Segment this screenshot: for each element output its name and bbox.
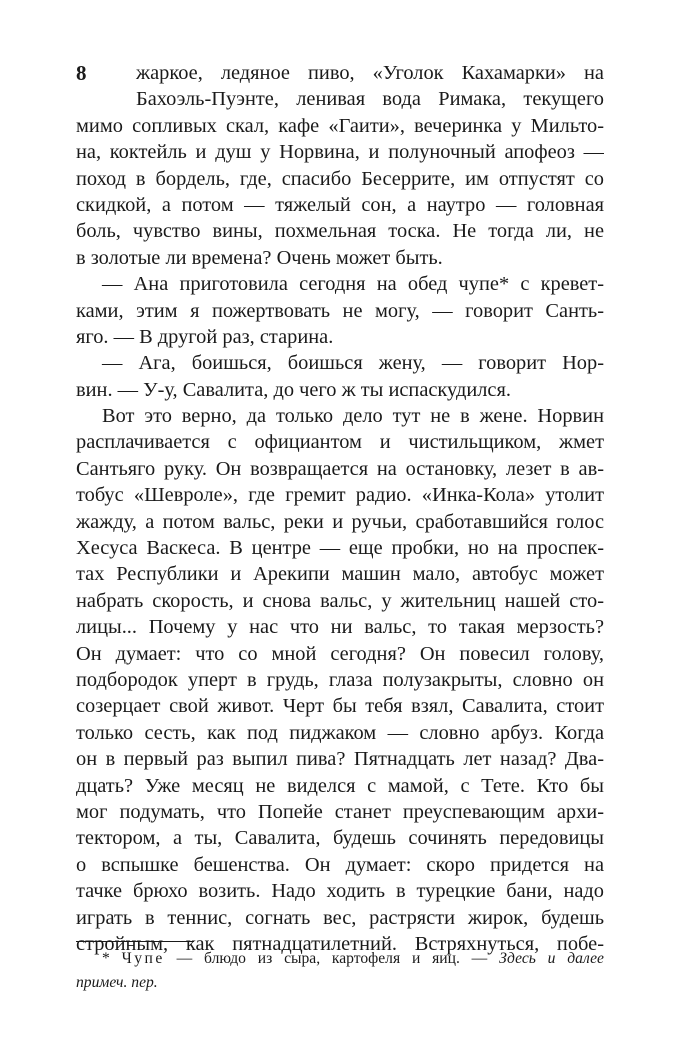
text-line: мог подумать, что Попейе станет преуспевающим архи- (76, 800, 604, 823)
text-line: тектором, а ты, Савалита, будешь сочинять передовицы (76, 827, 604, 850)
text-line: расплачивается с официантом и чистильщиком, жмет (76, 431, 604, 454)
text-line: набрать скорость, и снова вальс, у жительниц нашей сто- (76, 589, 604, 612)
text-line: играть в теннис, согнать вес, растрясти жирок, будешь (76, 906, 604, 929)
text-line: Он думает: что со мной сегодня? Он повесил голову, (76, 642, 604, 665)
text-line: вин. — У-у, Савалита, до чего ж ты испаскудился. (76, 378, 511, 401)
footnote-term: Чупе (121, 950, 165, 967)
text-line: — Ана приготовила сегодня на обед чупе* с кревет- (102, 273, 604, 296)
text-line: жажду, а потом вальс, реки и ручьи, сработавшийся голос (76, 510, 604, 533)
text-line: тах Республики и Арекипи машин мало, автобус может (76, 563, 604, 586)
text-line: тачке брюхо возить. Надо ходить в турецкие бани, надо (76, 880, 604, 903)
text-line: боль, чувство вины, похмельная тоска. Не тогда ли, не (76, 220, 604, 243)
text-line: только сесть, как под пиджаком — словно арбуз. Когда (76, 721, 604, 744)
footnote-italic-2: примеч. пер. (76, 974, 158, 991)
text-line: Вот это верно, да только дело тут не в жене. Норвин (102, 405, 604, 428)
footnote-line-2 (76, 971, 604, 995)
body-text (76, 60, 604, 957)
text-line: жаркое, ледяное пиво, «Уголок Кахамарки» на (136, 62, 604, 84)
footnote-italic-1: Здесь и далее (499, 950, 604, 967)
text-line: дцать? Уже месяц не виделся с мамой, с Тете. Кто бы (76, 774, 604, 797)
text-line: — Ага, боишься, боишься жену, — говорит Нор- (102, 352, 604, 375)
footnote-line-1 (76, 947, 604, 971)
text-line: скидкой, а потом — тяжелый сон, а наутро — головная (76, 193, 604, 216)
footnote-marker: * (102, 950, 122, 967)
text-line: стройным, как пятнадцатилетний. Встряхнуться, побе- (76, 932, 604, 955)
text-line: он в первый раз выпил пива? Пятнадцать лет назад? Два- (76, 748, 604, 771)
text-line: подбородок уперт в грудь, глаза полузакрыты, словно он (76, 668, 604, 691)
text-line: в золотые ли времена? Очень может быть. (76, 246, 443, 269)
text-line: лицы... Почему у нас что ни вальс, то такая мерзость? (76, 616, 604, 639)
text-line: ками, этим я пожертвовать не могу, — говорит Санть- (76, 299, 604, 322)
text-line: тобус «Шевроле», где гремит радио. «Инка-Кола» утолит (76, 484, 604, 507)
page-number: 8 (76, 61, 87, 85)
footnote-rule (76, 941, 194, 942)
text-line: Сантьяго руку. Он возвращается на остановку, лезет в ав- (76, 457, 604, 480)
text-line: о вспышке бешенства. Он думает: скоро придется на (76, 853, 604, 876)
book-page (76, 60, 604, 1050)
text-line: мимо сопливых скал, кафе «Гаити», вечеринка у Мильто- (76, 114, 604, 137)
text-line: поход в бордель, где, спасибо Бесеррите, им отпустят со (76, 167, 604, 190)
text-line: Бахоэль-Пуэнте, ленивая вода Римака, текущего (136, 88, 604, 111)
text-line: яго. — В другой раз, старина. (76, 325, 334, 348)
footnote-text: — блюдо из сыра, картофеля и яиц. — (164, 950, 500, 967)
text-line: созерцает свой живот. Черт бы тебя взял, Савалита, стоит (76, 695, 604, 718)
text-line: на, коктейль и душ у Норвина, и полуночный апофеоз — (76, 141, 604, 164)
text-line: Хесуса Васкеса. В центре — еще пробки, но на проспек- (76, 537, 604, 560)
footnote (76, 947, 604, 995)
